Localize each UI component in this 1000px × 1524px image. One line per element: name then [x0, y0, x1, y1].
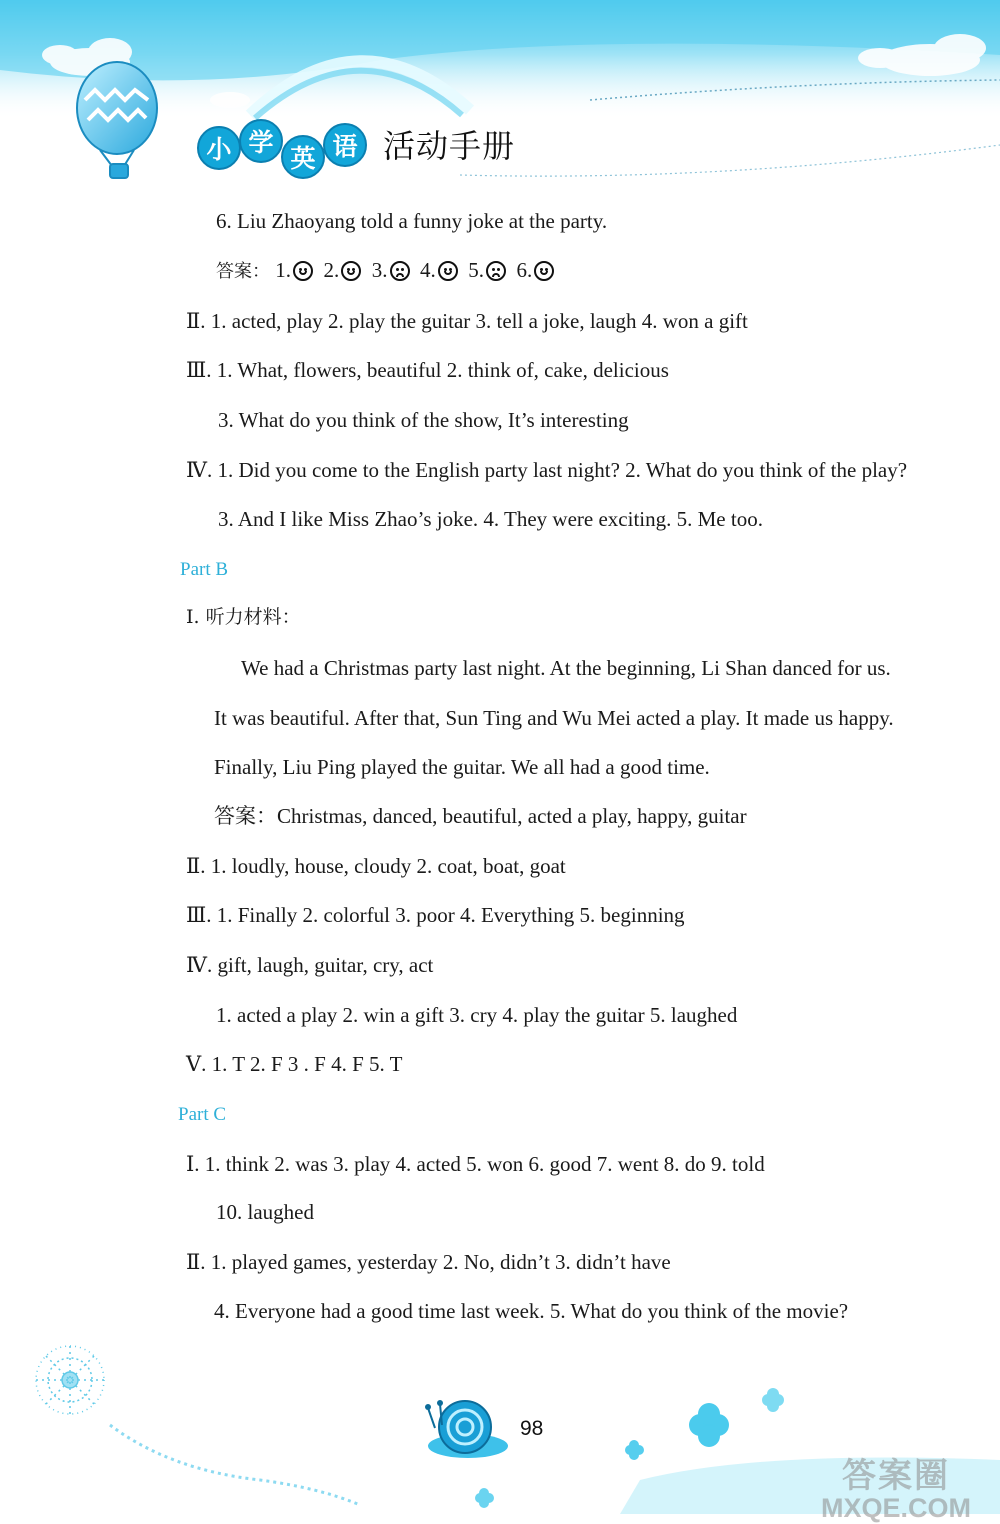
- clover-flower-icon: [762, 1388, 784, 1412]
- title-char: 语: [323, 123, 367, 167]
- answer-line: Ⅱ. 1. played games, yesterday 2. No, didn’t 3. didn’t have: [186, 1250, 671, 1274]
- title-char: 学: [239, 119, 283, 163]
- answer-line: 4. Everyone had a good time last week. 5. What do you think of the movie?: [214, 1299, 849, 1323]
- answer-line: 1. acted a play 2. win a gift 3. cry 4. play the guitar 5. laughed: [216, 1003, 738, 1027]
- face-answer-line: [216, 260, 554, 281]
- sad-face-icon: [486, 261, 506, 281]
- face-item: 4.: [420, 258, 458, 282]
- answer-line: 答案：Christmas, danced, beautiful, acted a play, happy, guitar: [214, 804, 747, 828]
- smiley-face-icon: [534, 261, 554, 281]
- title-char: 英: [281, 135, 325, 179]
- page-number: 98: [520, 1417, 544, 1440]
- face-item: 1.: [275, 258, 313, 282]
- answer-line: Ⅴ. 1. T 2. F 3 . F 4. F 5. T: [186, 1052, 403, 1076]
- face-item: 5.: [468, 258, 506, 282]
- listening-label: Ⅰ. 听力材料：: [186, 606, 301, 628]
- part-c-heading: Part C: [178, 1104, 227, 1125]
- answer-line: Ⅳ. 1. Did you come to the English party last night? 2. What do you think of the play?: [186, 458, 908, 482]
- answer-line: 3. What do you think of the show, It’s interesting: [218, 408, 629, 432]
- clover-flower-icon: [475, 1488, 494, 1508]
- answer-line: 6. Liu Zhaoyang told a funny joke at the party.: [216, 209, 608, 233]
- listening-paragraph: We had a Christmas party last night. At the beginning, Li Shan danced for us.: [241, 656, 891, 680]
- sad-face-icon: [390, 261, 410, 281]
- face-item: 3.: [372, 258, 410, 282]
- title-char: 小: [197, 126, 241, 170]
- answer-line: Ⅱ. 1. acted, play 2. play the guitar 3. tell a joke, laugh 4. won a gift: [186, 309, 748, 333]
- site-watermark: [798, 1448, 994, 1524]
- snail-icon: [425, 1400, 508, 1458]
- answer-line: 10. laughed: [216, 1200, 314, 1224]
- listening-paragraph: It was beautiful. After that, Sun Ting and Wu Mei acted a play. It made us happy.: [214, 706, 894, 730]
- clover-flower-icon: [625, 1440, 644, 1460]
- face-item: 6.: [517, 258, 555, 282]
- watermark-logo-text: 答案圈: [842, 1457, 950, 1495]
- answer-label: 答案：: [216, 261, 270, 282]
- flower-burst-icon: [36, 1346, 104, 1414]
- smiley-face-icon: [293, 261, 313, 281]
- answer-line: Ⅳ. gift, laugh, guitar, cry, act: [186, 953, 434, 977]
- smiley-face-icon: [341, 261, 361, 281]
- book-title: [197, 118, 515, 178]
- answer-line: Ⅲ. 1. Finally 2. colorful 3. poor 4. Everything 5. beginning: [186, 903, 685, 927]
- watermark-url: MXQE.COM: [820, 1493, 971, 1523]
- smiley-face-icon: [438, 261, 458, 281]
- answer-line: Ⅲ. 1. What, flowers, beautiful 2. think of, cake, delicious: [186, 358, 669, 382]
- hot-air-balloon-icon: [77, 62, 157, 178]
- listening-paragraph: Finally, Liu Ping played the guitar. We all had a good time.: [214, 755, 710, 779]
- answer-line: Ⅱ. 1. loudly, house, cloudy 2. coat, boat, goat: [186, 854, 566, 878]
- face-item: 2.: [324, 258, 362, 282]
- book-subtitle: 活动手册: [383, 127, 516, 165]
- part-b-heading: Part B: [180, 559, 229, 580]
- clover-flower-icon: [689, 1403, 729, 1447]
- answer-line: Ⅰ. 1. think 2. was 3. play 4. acted 5. won 6. good 7. went 8. do 9. told: [186, 1152, 765, 1176]
- answer-line: 3. And I like Miss Zhao’s joke. 4. They were exciting. 5. Me too.: [218, 507, 763, 531]
